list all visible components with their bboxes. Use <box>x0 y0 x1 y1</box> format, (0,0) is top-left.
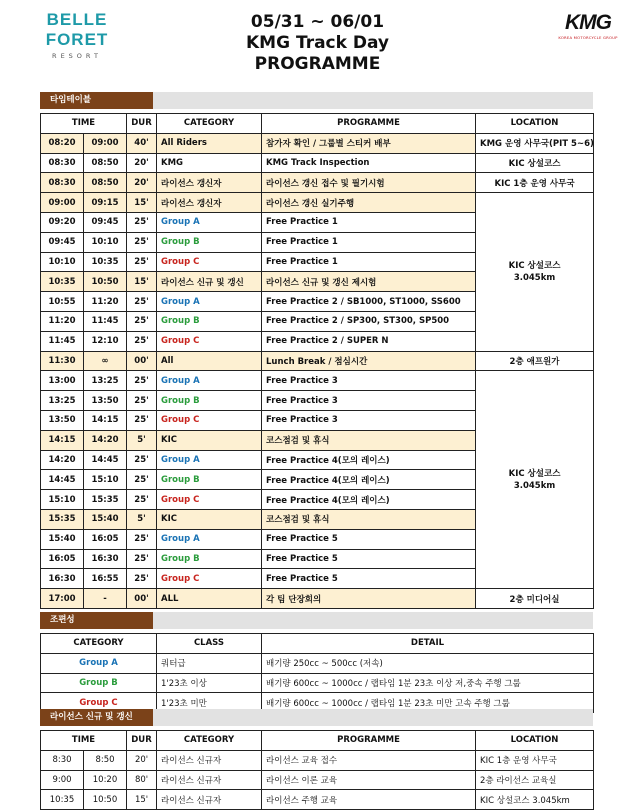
license-location: KIC 1층 운영 사무국 <box>476 750 594 770</box>
start-time: 14:45 <box>41 470 84 490</box>
category: 라이선스 갱신자 <box>157 193 262 213</box>
class-name: 1'23초 미만 <box>157 693 262 713</box>
class-header-category: CATEGORY <box>41 634 157 654</box>
header-programme: PROGRAMME <box>262 114 476 134</box>
end-time: ∞ <box>84 351 127 371</box>
location-merged <box>476 193 594 351</box>
belle-foret-logo-sub: RESORT <box>52 52 102 60</box>
category: Group B <box>157 311 262 331</box>
programme: 참가자 확인 / 그룹별 스티커 배부 <box>262 133 476 153</box>
start-time: 14:15 <box>41 430 84 450</box>
duration: 00' <box>127 351 157 371</box>
license-header-location: LOCATION <box>476 731 594 751</box>
license-header-dur: DUR <box>127 731 157 751</box>
start-time: 16:05 <box>41 549 84 569</box>
license-start-time: 9:00 <box>41 770 84 790</box>
license-category: 라이선스 신규자 <box>157 770 262 790</box>
programme: Free Practice 4(모의 레이스) <box>262 450 476 470</box>
header-location: LOCATION <box>476 114 594 134</box>
location-merged <box>476 371 594 589</box>
start-time: 09:00 <box>41 193 84 213</box>
end-time: 09:45 <box>84 212 127 232</box>
end-time: 13:25 <box>84 371 127 391</box>
duration: 5' <box>127 430 157 450</box>
timetable-row <box>41 133 594 153</box>
programme: 각 팀 단장회의 <box>262 589 476 609</box>
programme: Free Practice 4(모의 레이스) <box>262 490 476 510</box>
license-header-programme: PROGRAMME <box>262 731 476 751</box>
header-dur: DUR <box>127 114 157 134</box>
category: Group C <box>157 331 262 351</box>
license-programme: 라이선스 주행 교육 <box>262 790 476 810</box>
category: Group A <box>157 292 262 312</box>
page-title <box>0 12 635 75</box>
license-header-row <box>41 731 594 751</box>
class-header-detail: DETAIL <box>262 634 594 654</box>
license-location: KIC 상설코스 3.045km <box>476 790 594 810</box>
category: Group B <box>157 391 262 411</box>
start-time: 16:30 <box>41 569 84 589</box>
end-time: 15:40 <box>84 509 127 529</box>
timetable-section-bar <box>40 92 593 109</box>
category: Group A <box>157 450 262 470</box>
start-time: 11:30 <box>41 351 84 371</box>
start-time: 08:30 <box>41 153 84 173</box>
start-time: 10:35 <box>41 272 84 292</box>
end-time: 09:00 <box>84 133 127 153</box>
kmg-logo-sub: KOREA MOTORCYCLE GROUP <box>558 35 618 40</box>
start-time: 09:45 <box>41 232 84 252</box>
class-category: Group B <box>41 673 157 693</box>
class-category: Group A <box>41 653 157 673</box>
start-time: 15:35 <box>41 509 84 529</box>
start-time: 11:20 <box>41 311 84 331</box>
class-table <box>40 633 594 713</box>
programme: Free Practice 5 <box>262 529 476 549</box>
start-time: 10:10 <box>41 252 84 272</box>
category: All <box>157 351 262 371</box>
timetable-row <box>41 173 594 193</box>
license-end-time: 10:20 <box>84 770 127 790</box>
start-time: 13:00 <box>41 371 84 391</box>
timetable-section-label: 타임테이블 <box>40 92 153 109</box>
start-time: 13:25 <box>41 391 84 411</box>
start-time: 08:20 <box>41 133 84 153</box>
duration: 20' <box>127 153 157 173</box>
duration: 25' <box>127 410 157 430</box>
duration: 25' <box>127 391 157 411</box>
category: Group C <box>157 569 262 589</box>
timetable-row <box>41 371 594 391</box>
end-time: 10:50 <box>84 272 127 292</box>
class-detail: 배기량 600cc ~ 1000cc / 랩타임 1분 23초 이상 저,중속 주행 그룹 <box>262 673 594 693</box>
duration: 25' <box>127 529 157 549</box>
category: ALL <box>157 589 262 609</box>
page-header <box>0 0 635 84</box>
category: Group B <box>157 470 262 490</box>
location: KIC 상설코스 <box>476 153 594 173</box>
class-category: Group C <box>41 693 157 713</box>
end-time: 13:50 <box>84 391 127 411</box>
start-time: 08:30 <box>41 173 84 193</box>
duration: 00' <box>127 589 157 609</box>
class-header-row <box>41 634 594 654</box>
programme: Free Practice 2 / SUPER N <box>262 331 476 351</box>
location-distance: 3.045km <box>513 272 556 283</box>
license-row <box>41 770 594 790</box>
kmg-logo-text: KMG <box>565 11 611 34</box>
header-time: TIME <box>41 114 127 134</box>
category: KMG <box>157 153 262 173</box>
title-programme: PROGRAMME <box>254 54 381 74</box>
end-time: 16:55 <box>84 569 127 589</box>
programme: Free Practice 1 <box>262 212 476 232</box>
start-time: 14:20 <box>41 450 84 470</box>
programme: Free Practice 2 / SB1000, ST1000, SS600 <box>262 292 476 312</box>
category: Group C <box>157 410 262 430</box>
duration: 40' <box>127 133 157 153</box>
category: Group C <box>157 490 262 510</box>
license-start-time: 10:35 <box>41 790 84 810</box>
end-time: 09:15 <box>84 193 127 213</box>
programme: 코스점검 및 휴식 <box>262 430 476 450</box>
license-section-label: 라이선스 신규 및 갱신 <box>40 709 153 726</box>
end-time: 08:50 <box>84 173 127 193</box>
duration: 25' <box>127 331 157 351</box>
end-time: 15:35 <box>84 490 127 510</box>
category: Group B <box>157 232 262 252</box>
programme: Free Practice 1 <box>262 232 476 252</box>
end-time: 16:05 <box>84 529 127 549</box>
category: 라이선스 신규 및 갱신 <box>157 272 262 292</box>
programme: Lunch Break / 점심시간 <box>262 351 476 371</box>
start-time: 17:00 <box>41 589 84 609</box>
class-detail: 배기량 600cc ~ 1000cc / 랩타임 1분 23초 미만 고속 주행 그룹 <box>262 693 594 713</box>
start-time: 15:40 <box>41 529 84 549</box>
location: KMG 운영 사무국(PIT 5~6) <box>476 133 594 153</box>
timetable-row <box>41 589 594 609</box>
start-time: 10:55 <box>41 292 84 312</box>
end-time: 14:20 <box>84 430 127 450</box>
belle-foret-logo-text: BELLE FORET <box>45 10 109 49</box>
end-time: 15:10 <box>84 470 127 490</box>
category: Group A <box>157 371 262 391</box>
class-section-bar <box>40 612 593 629</box>
location: 2층 미디어실 <box>476 589 594 609</box>
duration: 25' <box>127 549 157 569</box>
timetable-row <box>41 351 594 371</box>
header-category: CATEGORY <box>157 114 262 134</box>
license-end-time: 10:50 <box>84 790 127 810</box>
title-dates: 05/31 ~ 06/01 <box>250 12 385 32</box>
location-distance: 3.045km <box>513 480 556 491</box>
duration: 25' <box>127 569 157 589</box>
end-time: 10:35 <box>84 252 127 272</box>
duration: 25' <box>127 490 157 510</box>
duration: 25' <box>127 450 157 470</box>
end-time: 16:30 <box>84 549 127 569</box>
license-programme: 라이선스 이론 교육 <box>262 770 476 790</box>
duration: 25' <box>127 212 157 232</box>
category: Group B <box>157 549 262 569</box>
start-time: 13:50 <box>41 410 84 430</box>
category: 라이선스 갱신자 <box>157 173 262 193</box>
programme: Free Practice 4(모의 레이스) <box>262 470 476 490</box>
end-time: 11:45 <box>84 311 127 331</box>
duration: 25' <box>127 292 157 312</box>
license-duration: 15' <box>127 790 157 810</box>
license-location: 2층 라이선스 교육실 <box>476 770 594 790</box>
end-time: 14:45 <box>84 450 127 470</box>
programme: Free Practice 3 <box>262 410 476 430</box>
category: Group C <box>157 252 262 272</box>
end-time: 08:50 <box>84 153 127 173</box>
programme: Free Practice 5 <box>262 569 476 589</box>
license-header-time: TIME <box>41 731 127 751</box>
location: 2층 애프원가 <box>476 351 594 371</box>
end-time: 10:10 <box>84 232 127 252</box>
end-time: 12:10 <box>84 331 127 351</box>
end-time: 14:15 <box>84 410 127 430</box>
license-section-bar <box>40 709 593 726</box>
license-start-time: 8:30 <box>41 750 84 770</box>
timetable-table <box>40 113 594 609</box>
programme: Free Practice 1 <box>262 252 476 272</box>
class-row <box>41 653 594 673</box>
timetable-header-row <box>41 114 594 134</box>
programme: Free Practice 3 <box>262 371 476 391</box>
title-event: KMG Track Day <box>246 33 389 53</box>
location-line: KIC 상설코스 <box>508 468 561 479</box>
kmg-logo <box>557 12 619 40</box>
class-section-label: 조편성 <box>40 612 153 629</box>
end-time: - <box>84 589 127 609</box>
category: KIC <box>157 430 262 450</box>
category: KIC <box>157 509 262 529</box>
duration: 5' <box>127 509 157 529</box>
programme: Free Practice 3 <box>262 391 476 411</box>
end-time: 11:20 <box>84 292 127 312</box>
programme: Free Practice 5 <box>262 549 476 569</box>
programme: 라이선스 갱신 접수 및 필기시험 <box>262 173 476 193</box>
license-programme: 라이선스 교육 접수 <box>262 750 476 770</box>
duration: 25' <box>127 232 157 252</box>
license-header-category: CATEGORY <box>157 731 262 751</box>
location: KIC 1층 운영 사무국 <box>476 173 594 193</box>
start-time: 15:10 <box>41 490 84 510</box>
class-row <box>41 673 594 693</box>
programme: 라이선스 신규 및 갱신 제시험 <box>262 272 476 292</box>
duration: 25' <box>127 311 157 331</box>
programme: 라이선스 갱신 실기주행 <box>262 193 476 213</box>
category: Group A <box>157 212 262 232</box>
timetable-row <box>41 193 594 213</box>
license-row <box>41 750 594 770</box>
programme: Free Practice 2 / SP300, ST300, SP500 <box>262 311 476 331</box>
license-table <box>40 730 594 810</box>
duration: 15' <box>127 193 157 213</box>
license-category: 라이선스 신규자 <box>157 750 262 770</box>
timetable-row <box>41 153 594 173</box>
class-detail: 배기량 250cc ~ 500cc (저속) <box>262 653 594 673</box>
duration: 25' <box>127 252 157 272</box>
duration: 25' <box>127 470 157 490</box>
class-header-class: CLASS <box>157 634 262 654</box>
duration: 15' <box>127 272 157 292</box>
programme: 코스점검 및 휴식 <box>262 509 476 529</box>
license-category: 라이선스 신규자 <box>157 790 262 810</box>
start-time: 11:45 <box>41 331 84 351</box>
license-duration: 80' <box>127 770 157 790</box>
license-duration: 20' <box>127 750 157 770</box>
category: All Riders <box>157 133 262 153</box>
start-time: 09:20 <box>41 212 84 232</box>
license-end-time: 8:50 <box>84 750 127 770</box>
location-line: KIC 상설코스 <box>508 260 561 271</box>
duration: 20' <box>127 173 157 193</box>
license-row <box>41 790 594 810</box>
class-name: 1'23초 이상 <box>157 673 262 693</box>
class-name: 쿼터급 <box>157 653 262 673</box>
duration: 25' <box>127 371 157 391</box>
programme: KMG Track Inspection <box>262 153 476 173</box>
category: Group A <box>157 529 262 549</box>
